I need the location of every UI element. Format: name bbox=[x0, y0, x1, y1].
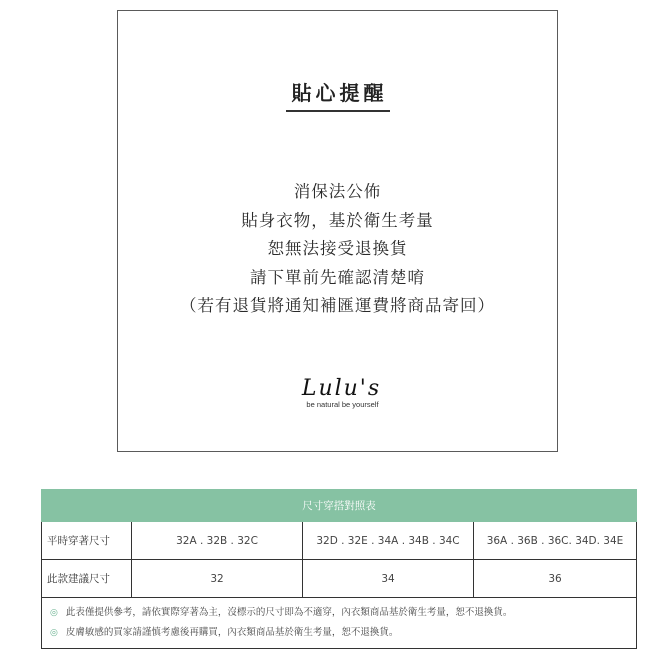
row-label: 此款建議尺寸 bbox=[42, 560, 132, 598]
notice-line: 貼身衣物，基於衛生考量 bbox=[241, 210, 434, 230]
bullet-icon: ◎ bbox=[50, 608, 58, 618]
table-cell: 34 bbox=[303, 560, 474, 598]
size-chart-table bbox=[41, 489, 637, 649]
table-cell: 32 bbox=[132, 560, 303, 598]
note-item bbox=[50, 603, 636, 623]
notes-cell bbox=[42, 598, 637, 649]
notice-title-wrap bbox=[118, 77, 557, 112]
table-title: 尺寸穿搭對照表 bbox=[42, 490, 637, 522]
notice-line: 消保法公佈 bbox=[293, 182, 382, 201]
bullet-icon: ◎ bbox=[50, 628, 58, 638]
notes-row bbox=[42, 598, 637, 649]
notice-card bbox=[117, 10, 558, 452]
row-label: 平時穿著尺寸 bbox=[42, 522, 132, 560]
notice-line: 請下單前先確認清楚唷 bbox=[250, 267, 425, 287]
logo-tagline: be natural be yourself bbox=[306, 400, 379, 409]
table-row bbox=[42, 522, 637, 560]
brand-logo bbox=[118, 377, 557, 409]
note-text: 皮膚敏感的買家請謹慎考慮後再購買，內衣類商品基於衛生考量，恕不退換貨。 bbox=[65, 627, 399, 638]
notice-body bbox=[118, 178, 557, 321]
notice-line: 恕無法接受退換貨 bbox=[267, 239, 408, 258]
table-header-row bbox=[42, 490, 637, 522]
table-cell: 32D . 32E . 34A . 34B . 34C bbox=[303, 522, 474, 560]
table-row bbox=[42, 560, 637, 598]
notice-line: （若有退貨將通知補匯運費將商品寄回） bbox=[180, 296, 495, 315]
notice-title: 貼心提醒 bbox=[286, 77, 390, 112]
table-cell: 32A . 32B . 32C bbox=[132, 522, 303, 560]
table-cell: 36 bbox=[474, 560, 637, 598]
note-text: 此表僅提供參考，請依實際穿著為主，沒標示的尺寸即為不適穿，內衣類商品基於衛生考量，恕不退換貨。 bbox=[65, 607, 513, 618]
logo-script: Lulu's bbox=[301, 376, 382, 401]
table-cell: 36A . 36B . 36C. 34D. 34E bbox=[474, 522, 637, 560]
note-item bbox=[50, 623, 636, 643]
